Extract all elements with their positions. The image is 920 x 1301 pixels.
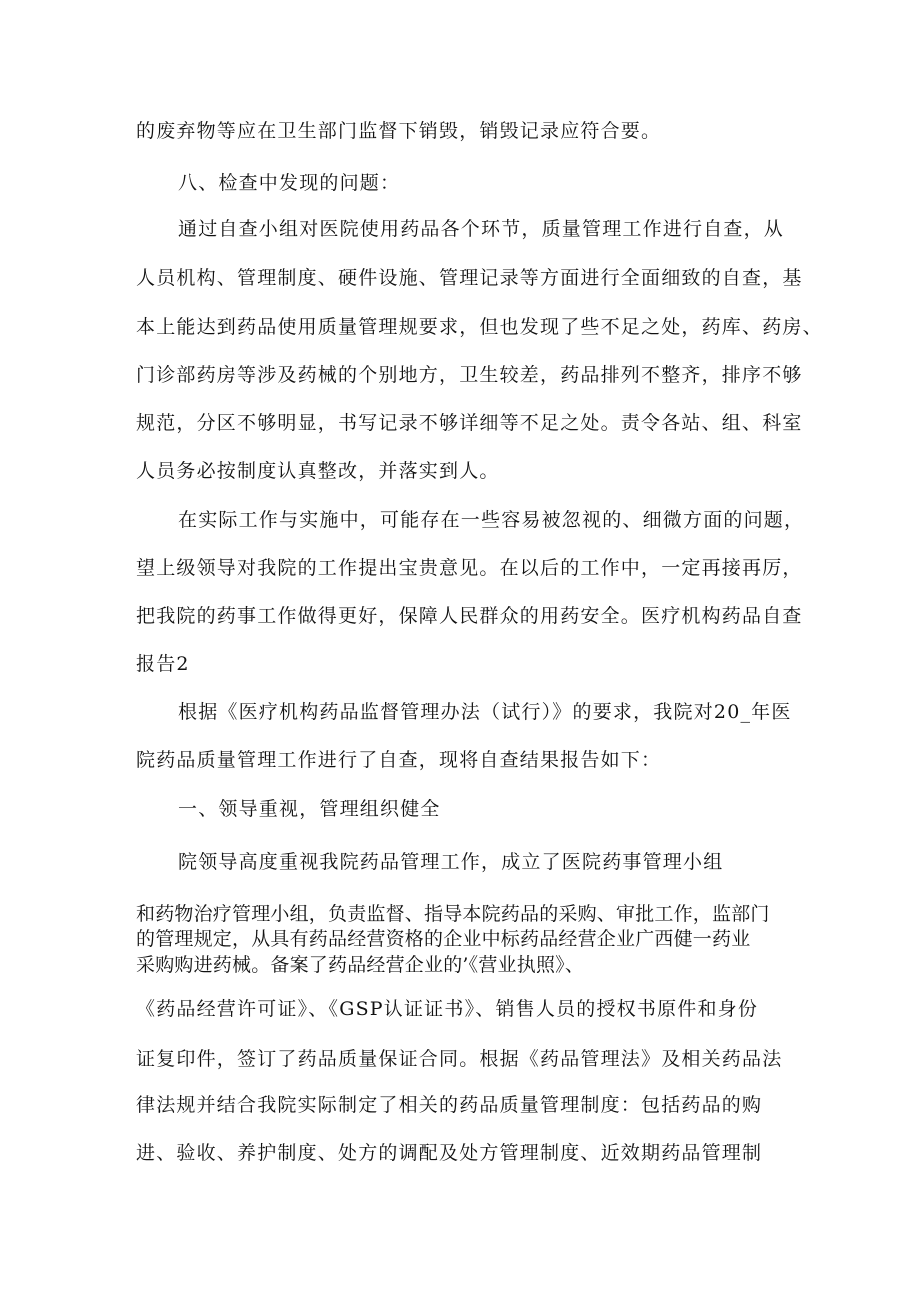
text-line-22: 律法规并结合我院实际制定了相关的药品质量管理制度：包括药品的购 (136, 1094, 763, 1116)
text-line-13: 根据《医疗机构药品监督管理办法（试行）》的要求，我院对20_年医 (178, 701, 792, 723)
text-line-14: 院药品质量管理工作进行了自查，现将自查结果报告如下： (136, 749, 662, 771)
text-line-21: 证复印件，签订了药品质量保证合同。根据《药品管理法》及相关药品法 (136, 1048, 783, 1070)
text-line-23: 进、验收、养护制度、处方的调配及处方管理制度、近效期药品管理制 (136, 1142, 763, 1164)
report-title: 报告2 (136, 653, 190, 675)
text-line-20: 《药品经营许可证》、《GSP认证证书》、销售人员的授权书原件和身份 (136, 998, 759, 1020)
text-line-5: 本上能达到药品使用质量管理规要求，但也发现了些不足之处，药库、药房、 (136, 316, 823, 338)
text-line-1: 的废弃物等应在卫生部门监督下销毁，销毁记录应符合要。 (136, 120, 662, 142)
text-line-11: 把我院的药事工作做得更好，保障人民群众的用药安全。医疗机构药品自查 (136, 605, 803, 627)
text-line-10: 望上级领导对我院的工作提出宝贵意见。在以后的工作中，一定再接再厉， (136, 557, 803, 579)
text-line-19: 采购购进药械。备案了药品经营企业的’《营业执照》、 (136, 954, 585, 976)
text-line-3: 通过自查小组对医院使用药品各个环节，质量管理工作进行自查，从 (178, 218, 785, 240)
text-line-18: 的管理规定，从具有药品经营资格的企业中标药品经营企业广西健一药业 (136, 928, 751, 950)
text-line-17: 和药物治疗管理小组，负责监督、指导本院药品的采购、审批工作，监部门 (136, 903, 770, 925)
text-line-8: 人员务必按制度认真整改，并落实到人。 (136, 460, 500, 482)
text-line-16: 院领导高度重视我院药品管理工作，成立了医院药事管理小组 (178, 851, 724, 873)
text-line-6: 门诊部药房等涉及药械的个别地方，卫生较差，药品排列不整齐，排序不够 (136, 364, 803, 386)
text-line-4: 人员机构、管理制度、硬件设施、管理记录等方面进行全面细致的自查，基 (136, 267, 803, 289)
section-heading-1: 一、领导重视，管理组织健全 (178, 798, 441, 820)
text-line-9: 在实际工作与实施中，可能存在一些容易被忽视的、细微方面的问题， (178, 509, 805, 531)
text-line-7: 规范，分区不够明显，书写记录不够详细等不足之处。责令各站、组、科室 (136, 412, 803, 434)
section-heading-8: 八、检查中发现的问题： (178, 172, 401, 194)
